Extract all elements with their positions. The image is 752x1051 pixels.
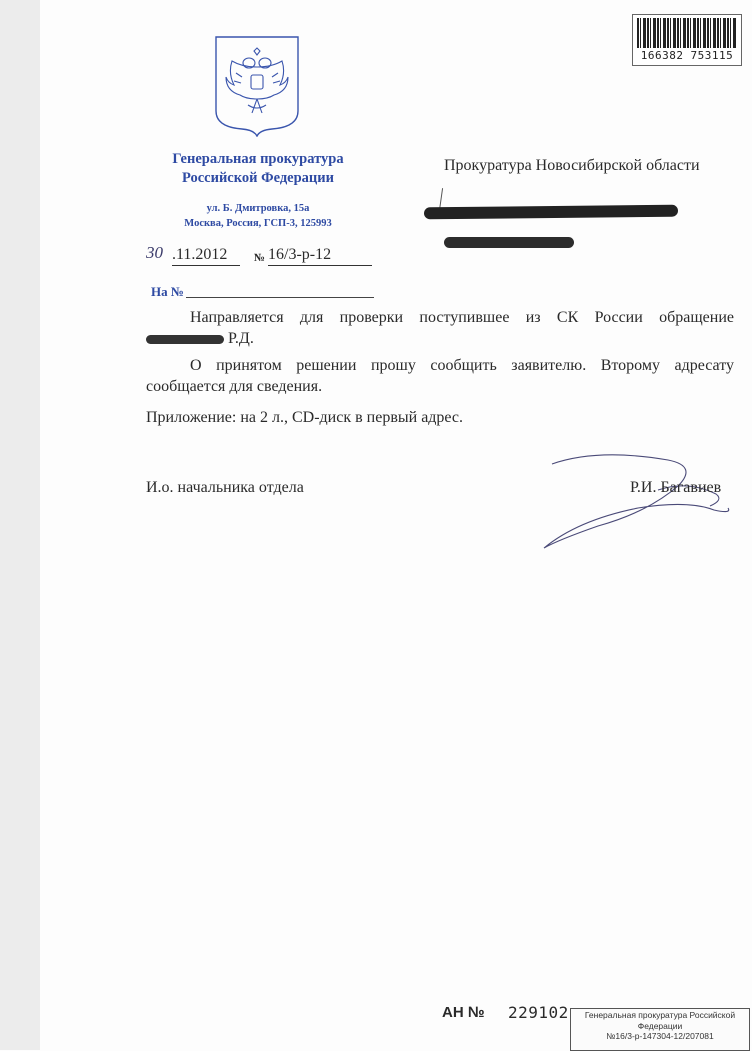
body-paragraph-1: Направляется для проверки поступившее из СК России обращение [190,309,734,326]
stamp-line3: №16/3-р-147304-12/207081 [606,1031,714,1041]
serial-number: 229102 [508,1003,569,1022]
sender-address-line1: ул. Б. Дмитровка, 15а [206,203,310,214]
sender-org-line1: Генеральная прокуратура [172,151,344,167]
recipient-name: Прокуратура Новосибирской области [444,157,700,174]
redaction-bar [424,205,678,220]
coat-of-arms-icon [212,33,302,137]
serial-label: АН № [442,1004,485,1021]
handwritten-signature [538,450,738,554]
reference-label: На № [151,284,184,299]
sender-address-line2: Москва, Россия, ГСП-3, 125993 [184,218,332,229]
redaction-bar [146,335,224,344]
body-paragraph-1-tail [146,328,734,349]
outgoing-number: 16/3-р-12 [268,246,372,266]
stamp-line2: Федерации [637,1020,683,1031]
barcode-bars [637,18,737,48]
registration-stamp [570,1008,750,1051]
reference-blank-line [186,297,374,298]
signer-role: И.о. начальника отдела [146,479,304,496]
date-day-handwritten: 30 [146,243,163,262]
sender-org-line2: Российской Федерации [181,170,334,186]
body-paragraph-2: О принятом решении прошу сообщить заявителю. Второму адресату сообщается для сведения. [146,357,734,395]
signer-name: Р.И. Багавиев [630,479,722,496]
scan-edge-strip [0,0,40,1050]
sender-org-name [140,150,376,188]
letter-body [146,307,734,397]
sender-address [140,201,376,231]
outgoing-date: .11.2012 [172,246,240,266]
barcode [632,14,742,66]
barcode-number: 166382 753115 [640,49,734,62]
number-label: № [254,252,266,264]
applicant-initials: Р.Д. [228,330,254,347]
redaction-bar [444,237,574,248]
attachment-note: Приложение: на 2 л., CD-диск в первый адрес. [146,409,464,426]
stamp-line1: Генеральная прокуратура Российской [584,1010,736,1020]
